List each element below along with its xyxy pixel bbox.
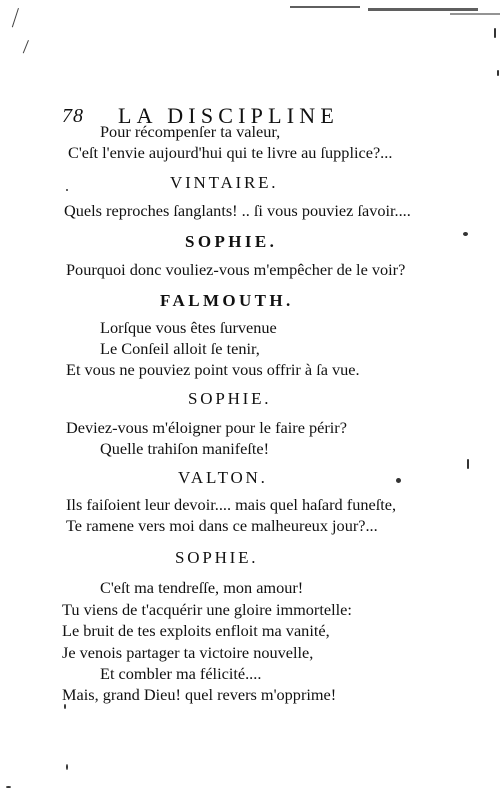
verse-line: Tu viens de t'acquérir une gloire immortelle:: [62, 600, 352, 619]
verse-line: Je venois partager ta victoire nouvelle,: [62, 643, 314, 662]
speaker-name: SOPHIE.: [175, 548, 259, 567]
scan-speck: [66, 764, 68, 770]
scan-scratch: [12, 8, 19, 27]
verse-line: C'eſt ma tendreſſe, mon amour!: [100, 578, 304, 597]
scan-speck: [6, 786, 11, 788]
speaker-name: VALTON.: [178, 468, 268, 487]
verse-line: Mais, grand Dieu! quel revers m'opprime!: [62, 685, 337, 704]
scan-speck: [494, 28, 496, 38]
verse-line: Quels reproches ſanglants! .. ſi vous pouviez ſavoir....: [64, 201, 411, 220]
scan-edge-mark: [450, 13, 500, 15]
verse-line: Le Conſeil alloit ſe tenir,: [100, 339, 260, 358]
page-number: 78: [62, 105, 84, 127]
speaker-name: SOPHIE.: [188, 389, 272, 408]
scan-scratch: [23, 40, 29, 53]
scan-edge-mark: [368, 8, 478, 11]
verse-line: Et vous ne pouviez point vous offrir à ſa vue.: [66, 360, 360, 379]
verse-line: Pour récompenſer ta valeur,: [100, 122, 281, 141]
verse-line: Quelle trahiſon manifeſte!: [100, 439, 270, 458]
verse-line: Lorſque vous êtes ſurvenue: [100, 318, 277, 337]
verse-line: Te ramene vers moi dans ce malheureux jour?...: [66, 516, 378, 535]
scan-edge-mark: [290, 6, 360, 8]
verse-line: Ils faiſoient leur devoir.... mais quel haſard funeſte,: [66, 495, 397, 514]
scan-speck: [497, 70, 499, 76]
speaker-name: FALMOUTH.: [160, 291, 294, 310]
scan-speck: [66, 189, 68, 191]
speaker-name: SOPHIE.: [185, 232, 278, 251]
scan-speck: [463, 232, 468, 236]
scan-speck: [396, 478, 401, 483]
running-title: LA DISCIPLINE: [118, 103, 339, 128]
verse-line: Et combler ma félicité....: [100, 664, 262, 683]
verse-line: Deviez-vous m'éloigner pour le faire périr?: [66, 418, 347, 437]
speaker-name: VINTAIRE.: [170, 173, 279, 192]
verse-line: C'eſt l'envie aujourd'hui qui te livre au ſupplice?...: [68, 143, 393, 162]
verse-line: Pourquoi donc vouliez-vous m'empêcher de le voir?: [66, 260, 406, 279]
verse-line: Le bruit de tes exploits enfloit ma vanité,: [62, 621, 330, 640]
scan-speck: [467, 459, 469, 469]
